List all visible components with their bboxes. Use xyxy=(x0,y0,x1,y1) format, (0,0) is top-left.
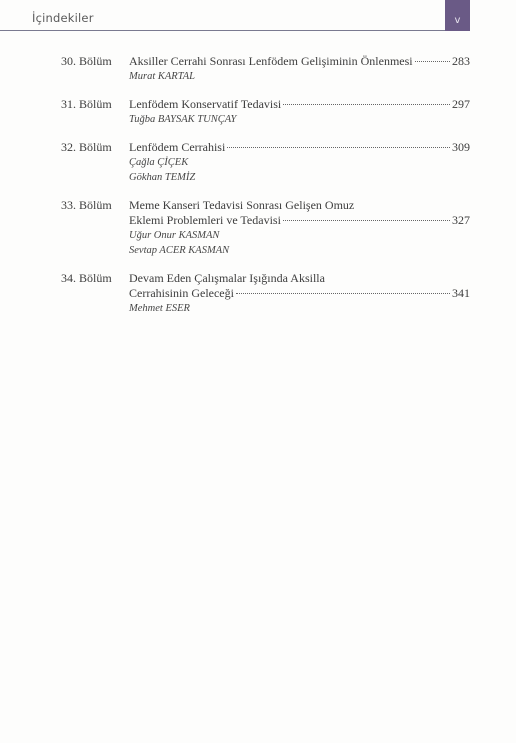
chapter-number: 30. Bölüm xyxy=(61,54,112,68)
page-ref: 341 xyxy=(452,286,470,300)
author: Çağla ÇİÇEK xyxy=(129,157,189,168)
chapter-title-line xyxy=(129,97,470,112)
chapter-title-line xyxy=(129,54,470,69)
toc-entry[interactable] xyxy=(0,97,516,127)
dot-leader xyxy=(236,293,450,294)
chapter-title: Devam Eden Çalışmalar Işığında Aksilla xyxy=(129,271,325,285)
chapter-title: Aksiller Cerrahi Sonrası Lenfödem Gelişiminin Önlenmesi xyxy=(129,54,413,68)
toc-entry[interactable] xyxy=(0,54,516,84)
author: Murat KARTAL xyxy=(129,71,196,82)
author: Gökhan TEMİZ xyxy=(129,172,196,183)
page-ref: 283 xyxy=(452,54,470,68)
author: Tuğba BAYSAK TUNÇAY xyxy=(129,114,237,125)
chapter-title-line xyxy=(129,140,470,155)
chapter-title-line xyxy=(129,213,470,228)
dot-leader xyxy=(227,147,450,148)
toc-entry[interactable] xyxy=(0,271,516,316)
section-title: İçindekiler xyxy=(32,11,94,25)
page-ref: 297 xyxy=(452,97,470,111)
author: Sevtap ACER KASMAN xyxy=(129,245,230,256)
chapter-title-line xyxy=(129,286,470,301)
table-of-contents xyxy=(0,54,516,329)
dot-leader xyxy=(283,104,450,105)
dot-leader xyxy=(283,220,450,221)
author: Uğur Onur KASMAN xyxy=(129,230,220,241)
chapter-title-line xyxy=(129,198,470,213)
header-rule xyxy=(0,30,470,31)
chapter-title: Lenfödem Cerrahisi xyxy=(129,140,226,154)
page-header xyxy=(0,0,516,30)
chapter-title: Meme Kanseri Tedavisi Sonrası Gelişen Omuz xyxy=(129,198,355,212)
page-ref: 309 xyxy=(452,140,470,154)
chapter-number: 33. Bölüm xyxy=(61,198,112,212)
chapter-title: Cerrahisinin Geleceği xyxy=(129,286,234,300)
chapter-title-line xyxy=(129,271,470,286)
page-number-badge: v xyxy=(445,0,470,31)
toc-entry[interactable] xyxy=(0,140,516,185)
author: Mehmet ESER xyxy=(129,303,190,314)
dot-leader xyxy=(415,61,450,62)
chapter-title: Eklemi Problemleri ve Tedavisi xyxy=(129,213,281,227)
chapter-number: 31. Bölüm xyxy=(61,97,112,111)
chapter-number: 34. Bölüm xyxy=(61,271,112,285)
chapter-number: 32. Bölüm xyxy=(61,140,112,154)
page-ref: 327 xyxy=(452,213,470,227)
chapter-title: Lenfödem Konservatif Tedavisi xyxy=(129,97,282,111)
toc-entry[interactable] xyxy=(0,198,516,258)
